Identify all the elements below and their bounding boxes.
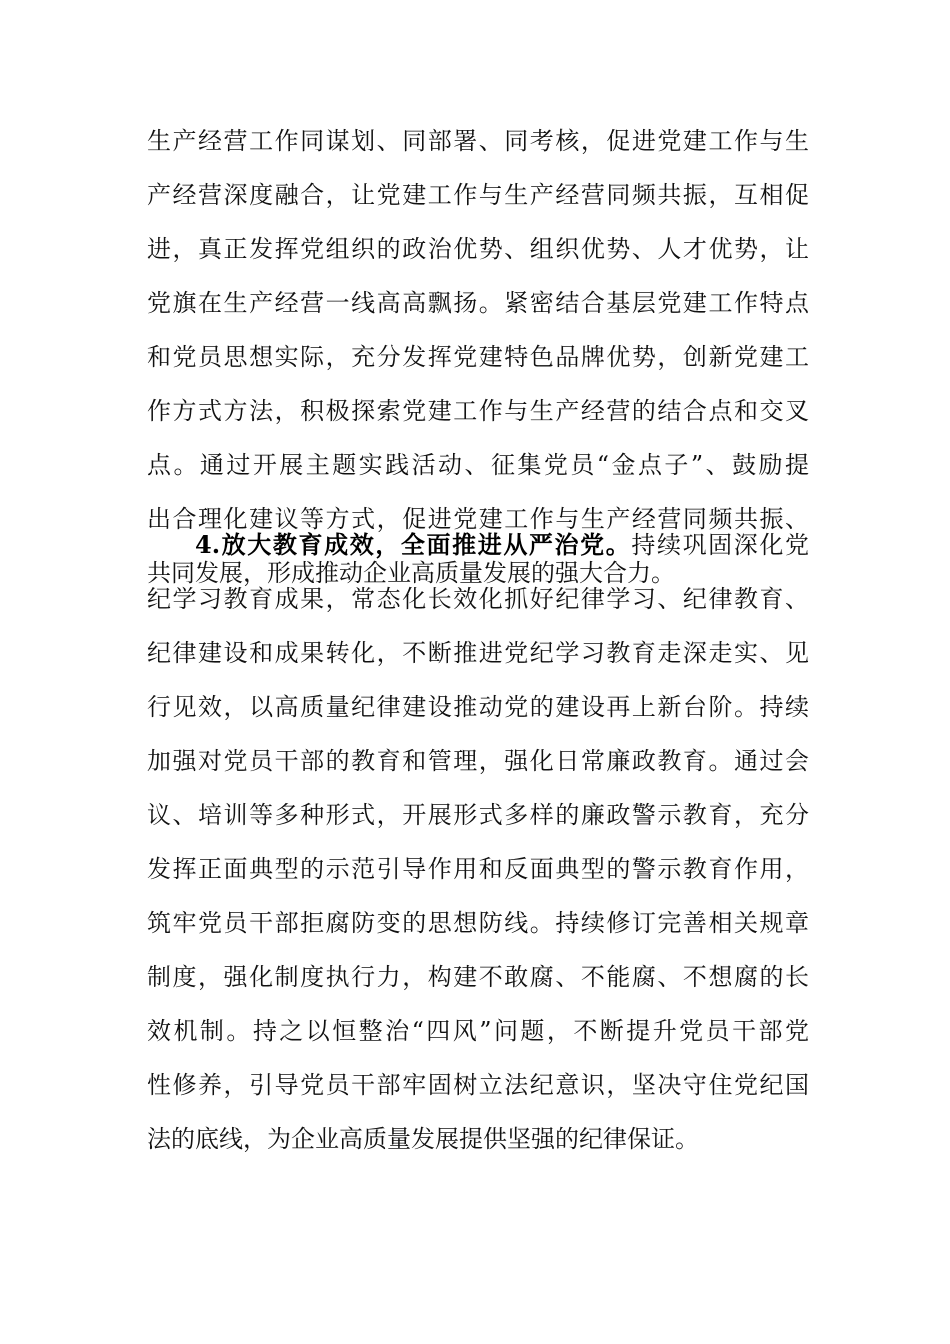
paragraph-line: 效机制。持之以恒整治“四风”问题，不断提升党员干部党 — [147, 1017, 809, 1045]
section-heading: 4.放大教育成效，全面推进从严治党。 — [195, 530, 632, 559]
paragraph-line: 制度，强化制度执行力，构建不敢腐、不能腐、不想腐的长 — [147, 963, 809, 991]
paragraph-line: 筑牢党员干部拒腐防变的思想防线。持续修订完善相关规章 — [147, 909, 809, 937]
paragraph-line: 出合理化建议等方式，促进党建工作与生产经营同频共振、 — [147, 505, 809, 533]
paragraph-line: 加强对党员干部的教育和管理，强化日常廉政教育。通过会 — [147, 747, 809, 775]
paragraph-first-line — [147, 518, 809, 572]
paragraph-line: 和党员思想实际，充分发挥党建特色品牌优势，创新党建工 — [147, 343, 809, 371]
paragraph-line: 法的底线，为企业高质量发展提供坚强的纪律保证。 — [147, 1125, 699, 1153]
paragraph-line: 进，真正发挥党组织的政治优势、组织优势、人才优势，让 — [147, 235, 809, 263]
paragraph-line: 行见效，以高质量纪律建设推动党的建设再上新台阶。持续 — [147, 693, 809, 721]
paragraph-line: 点。通过开展主题实践活动、征集党员“金点子”、鼓励提 — [147, 451, 809, 479]
paragraph-line: 性修养，引导党员干部牢固树立法纪意识，坚决守住党纪国 — [147, 1071, 809, 1099]
paragraph-line: 产经营深度融合，让党建工作与生产经营同频共振，互相促 — [147, 181, 809, 209]
paragraph-line: 议、培训等多种形式，开展形式多样的廉政警示教育，充分 — [147, 801, 809, 829]
paragraph-line: 纪学习教育成果，常态化长效化抓好纪律学习、纪律教育、 — [147, 585, 809, 613]
paragraph-line: 纪律建设和成果转化，不断推进党纪学习教育走深走实、见 — [147, 639, 809, 667]
paragraph-line: 共同发展，形成推动企业高质量发展的强大合力。 — [147, 559, 675, 587]
paragraph-line: 党旗在生产经营一线高高飘扬。紧密结合基层党建工作特点 — [147, 289, 809, 317]
paragraph-2 — [147, 518, 809, 1166]
paragraph-line: 发挥正面典型的示范引导作用和反面典型的警示教育作用， — [147, 855, 809, 883]
paragraph-line: 作方式方法，积极探索党建工作与生产经营的结合点和交叉 — [147, 397, 809, 425]
paragraph-line: 生产经营工作同谋划、同部署、同考核，促进党建工作与生 — [147, 127, 809, 155]
paragraph-line-rest: 持续巩固深化党 — [631, 531, 809, 559]
